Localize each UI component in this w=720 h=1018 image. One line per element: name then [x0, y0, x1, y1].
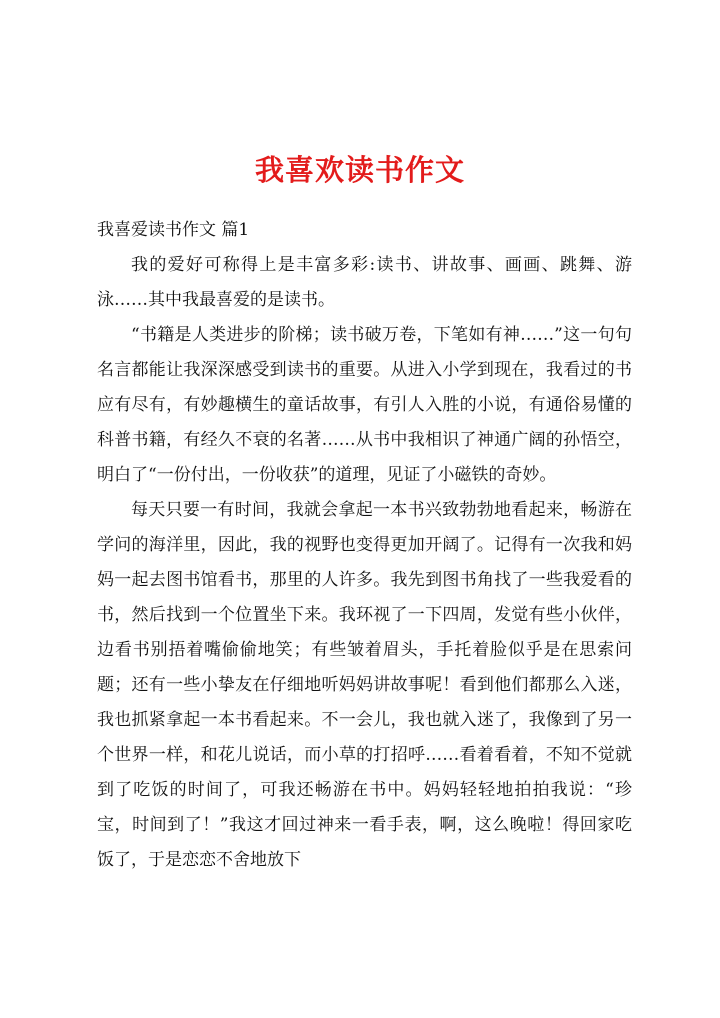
paragraph-3: 每天只要一有时间，我就会拿起一本书兴致勃勃地看起来，畅游在学问的海洋里，因此，我的视野也变得更加开阔了。记得有一次我和妈妈一起去图书馆看书，那里的人许多。我先到图书角找了一些我爱看的书，然后找到一个位置坐下来。我环视了一下四周，发觉有些小伙伴，边看书别捂着嘴偷偷地笑；有些皱着眉头，手托着脸似乎是在思索问题；还有一些小挚友在仔细地听妈妈讲故事呢！看到他们都那么入迷，我也抓紧拿起一本书看起来。不一会儿，我也就入迷了，我像到了另一个世界一样，和花儿说话，而小草的打招呼……看着看着，不知不觉就到了吃饭的时间了，可我还畅游在书中。妈妈轻轻地拍拍我说：“珍宝，时间到了！”我这才回过神来一看手表，啊，这么晚啦！得回家吃饭了，于是恋恋不舍地放下 — [97, 500, 632, 870]
document-body — [97, 213, 632, 878]
section-heading: 我喜爱读书作文 篇1 — [97, 220, 250, 240]
document-title: 我喜欢读书作文 — [254, 153, 465, 187]
paragraph-2: “书籍是人类进步的阶梯；读书破万卷，下笔如有神……”这一句句名言都能让我深深感受到读书的重要。从进入小学到现在，我看过的书应有尽有，有妙趣横生的童话故事，有引人入胜的小说，有通俗易懂的科普书籍，有经久不衰的名著……从书中我相识了神通广阔的孙悟空，明白了“一份付出，一份收获”的道理，见证了小磁铁的奇妙。 — [97, 325, 632, 485]
paragraph-1: 我的爱好可称得上是丰富多彩:读书、讲故事、画画、跳舞、游泳……其中我最喜爱的是读书。 — [97, 255, 632, 310]
